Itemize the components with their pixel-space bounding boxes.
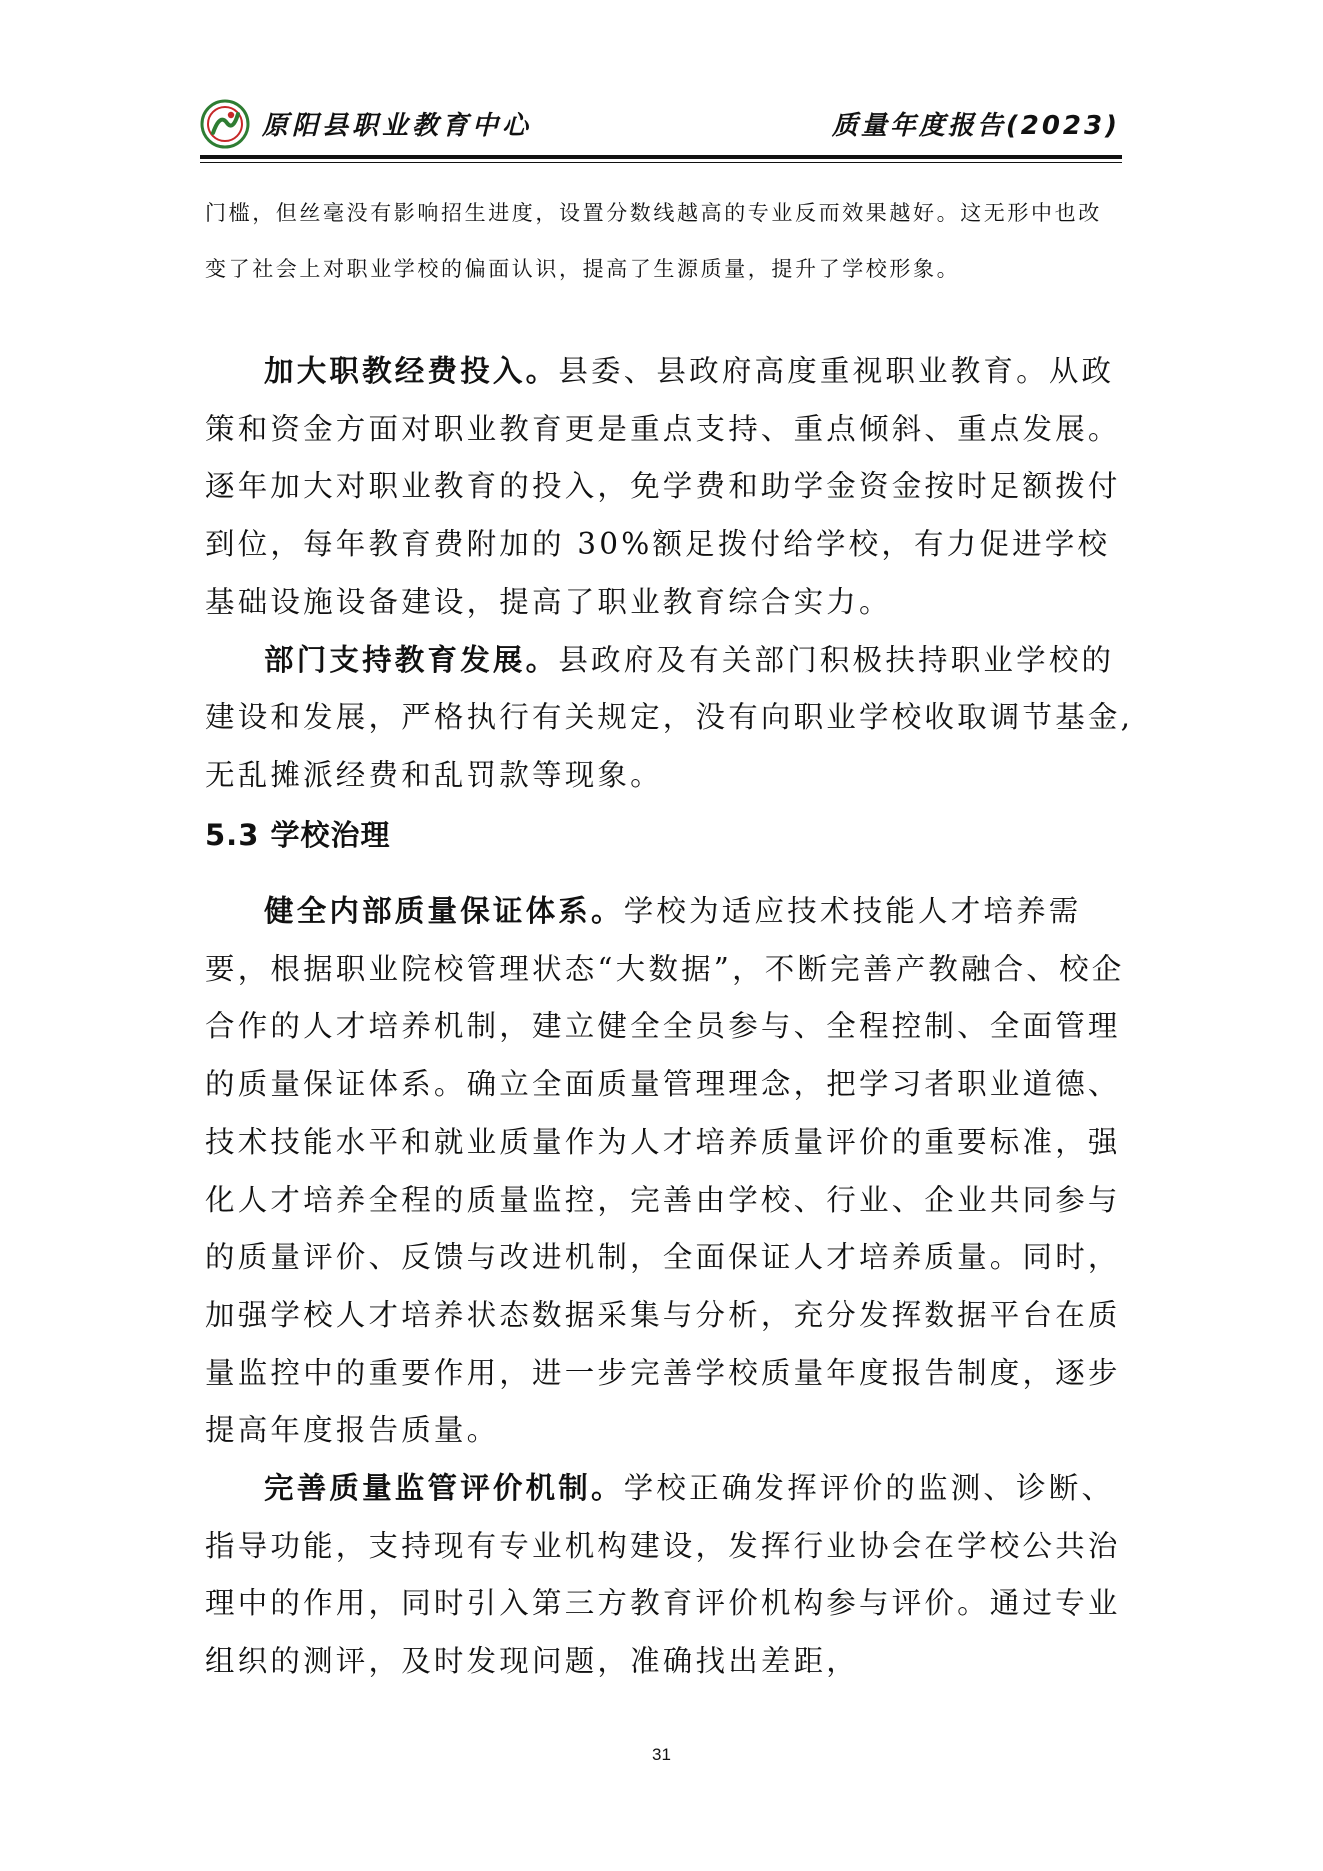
paragraph-body: 县政府及有关部门积极扶持职业学校的建设和发展，严格执行有关规定，没有向职业学校收取调节基金,无乱摊派经费和乱罚款等现象。: [205, 642, 1134, 792]
paragraph-lead: 健全内部质量保证体系。: [264, 894, 624, 928]
paragraph-funding: [205, 343, 1135, 632]
page-number: 31: [652, 1745, 671, 1764]
paragraph-quality-assurance: [205, 883, 1135, 1460]
paragraph-body: 县委、县政府高度重视职业教育。从政策和资金方面对职业教育更是重点支持、重点倾斜、重点发展。逐年加大对职业教育的投入，免学费和助学金资金按时足额拨付到位，每年教育费附加的 30%额足拨付给学校，有力促进学校基础设施设备建设，提高了职业教育综合实力。: [205, 354, 1121, 619]
report-title: 质量年度报告(2023): [831, 111, 1120, 141]
paragraph-lead: 完善质量监管评价机制。: [264, 1471, 624, 1506]
intro-paragraph: 门槛，但丝毫没有影响招生进度，设置分数线越高的专业反而效果越好。这无形中也改变了社会上对职业学校的偏面认识，提高了生源质量，提升了学校形象。: [205, 201, 1102, 281]
paragraph-department-support: [205, 632, 1135, 805]
school-emblem-icon: [200, 99, 250, 149]
section-heading: 5.3 学校治理: [205, 818, 391, 852]
paragraph-body: 学校正确发挥评价的监测、诊断、指导功能，支持现有专业机构建设，发挥行业协会在学校公共治理中的作用，同时引入第三方教育评价机构参与评价。通过专业组织的测评，及时发现问题，准确找出差距，: [205, 1471, 1121, 1679]
intro-continuation: [205, 185, 1125, 297]
header-rule-thin: [200, 162, 1122, 163]
paragraph-lead: 部门支持教育发展。: [264, 642, 559, 677]
paragraph-lead: 加大职教经费投入。: [264, 354, 559, 388]
page-header: [200, 95, 1120, 153]
funding-section: [205, 343, 1135, 805]
school-name: 原阳县职业教育中心: [262, 111, 533, 141]
paragraph-evaluation-mechanism: [205, 1460, 1135, 1691]
governance-section: [205, 883, 1135, 1691]
header-rule-thick: [200, 155, 1122, 159]
paragraph-body: 学校为适应技术技能人才培养需要，根据职业院校管理状态“大数据”，不断完善产教融合、校企合作的人才培养机制，建立健全全员参与、全程控制、全面管理的质量保证体系。确立全面质量管理理念，把学习者职业道德、技术技能水平和就业质量作为人才培养质量评价的重要标准，强化人才培养全程的质量监控，完善由学校、行业、企业共同参与的质量评价、反馈与改进机制，全面保证人才培养质量。同时，加强学校人才培养状态数据采集与分析，充分发挥数据平台在质量监控中的重要作用，进一步完善学校质量年度报告制度，逐步提高年度报告质量。: [205, 894, 1125, 1448]
